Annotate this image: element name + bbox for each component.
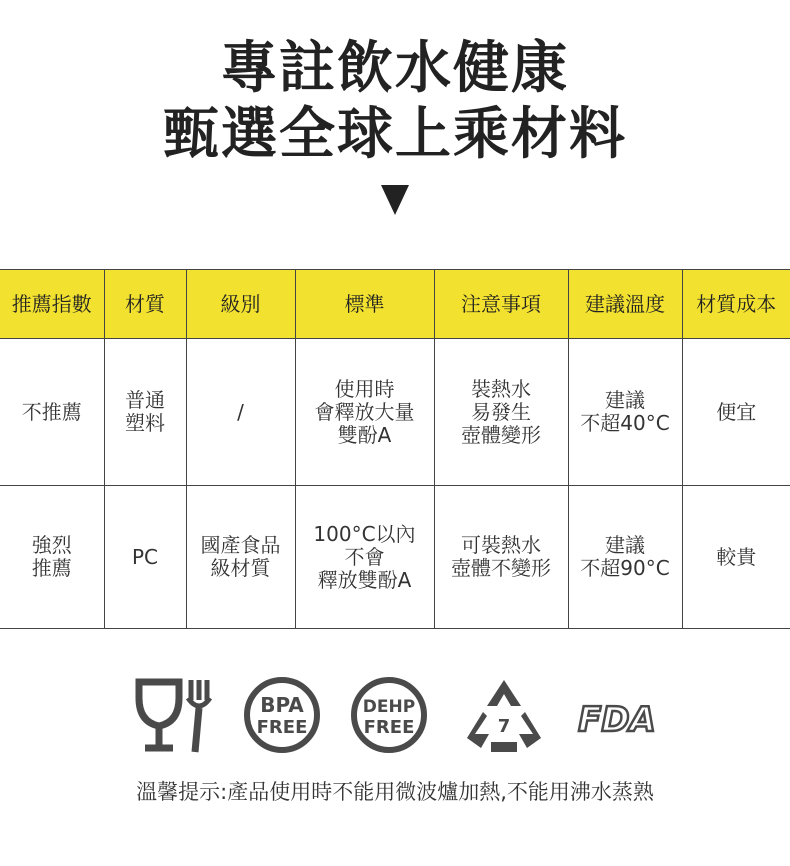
material-comparison-table <box>0 269 790 629</box>
food-safe-icon <box>133 676 213 754</box>
table-cell: PC <box>104 486 186 629</box>
header-notes: 注意事項 <box>434 270 568 339</box>
dehp-free-label: FREE <box>363 717 415 738</box>
table-cell: 建議 不超90°C <box>568 486 682 629</box>
bpa-free-label: FREE <box>256 717 308 738</box>
table-cell: 便宜 <box>682 339 790 486</box>
bpa-label: BPA <box>260 693 304 717</box>
fda-logo-icon <box>571 676 663 754</box>
header-grade: 級別 <box>186 270 295 339</box>
table-cell: 不推薦 <box>0 339 104 486</box>
header-standard: 標準 <box>295 270 434 339</box>
table-cell: 裝熱水 易發生 壺體變形 <box>434 339 568 486</box>
down-arrow-icon <box>381 185 409 215</box>
dehp-free-icon <box>350 676 428 754</box>
table-cell: 100°C以內 不會 釋放雙酚A <box>295 486 434 629</box>
table-cell: / <box>186 339 295 486</box>
title-line-2: 甄選全球上乘材料 <box>163 102 627 167</box>
table-cell: 國產食品 級材質 <box>186 486 295 629</box>
fda-label: FDA <box>578 700 656 740</box>
bpa-free-icon <box>243 676 321 754</box>
recycle-number: 7 <box>497 716 511 737</box>
header-material: 材質 <box>104 270 186 339</box>
table-header-row <box>0 270 790 339</box>
table-row <box>0 339 790 486</box>
dehp-label: DEHP <box>362 697 416 717</box>
warm-tip-note: 溫馨提示:產品使用時不能用微波爐加熱,不能用沸水蒸熟 <box>136 780 654 804</box>
table-cell: 使用時 會釋放大量 雙酚A <box>295 339 434 486</box>
header-temperature: 建議溫度 <box>568 270 682 339</box>
header-cost: 材質成本 <box>682 270 790 339</box>
page-title <box>0 36 790 168</box>
table-row <box>0 486 790 629</box>
table-cell: 建議 不超40°C <box>568 339 682 486</box>
header-recommendation: 推薦指數 <box>0 270 104 339</box>
table-cell: 可裝熱水 壺體不變形 <box>434 486 568 629</box>
table-cell: 強烈 推薦 <box>0 486 104 629</box>
recycle-icon <box>463 676 545 754</box>
certification-icons <box>133 676 663 754</box>
title-line-1: 專註飲水健康 <box>221 36 569 101</box>
table-cell: 較貴 <box>682 486 790 629</box>
table-cell: 普通 塑料 <box>104 339 186 486</box>
